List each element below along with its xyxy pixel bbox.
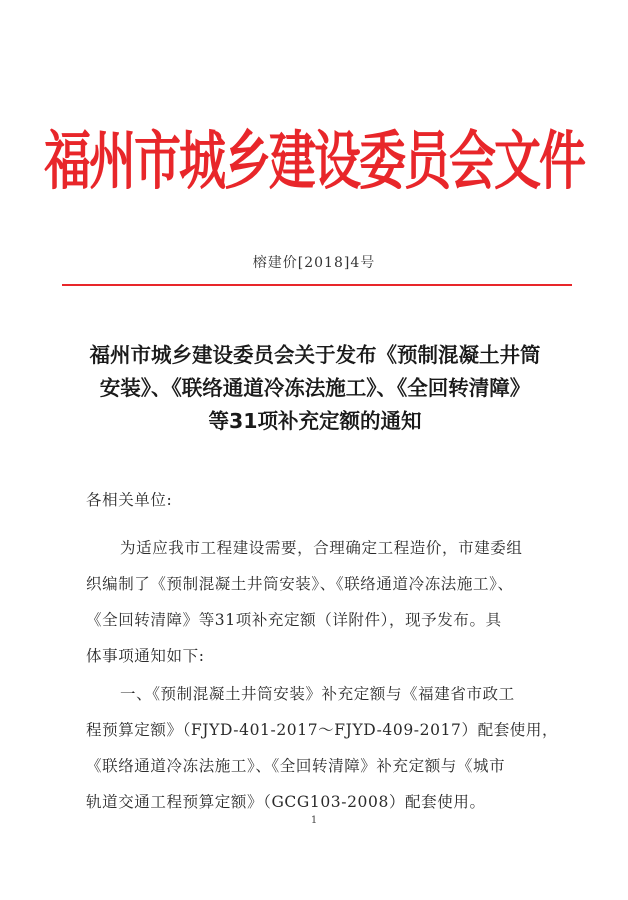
page-number: 1 — [310, 815, 318, 826]
body-paragraph-item-1 — [86, 676, 586, 820]
paragraph-line: 为适应我市工程建设需要，合理确定工程造价，市建委组 — [120, 539, 523, 557]
paragraph-line: 一、《预制混凝土井筒安装》补充定额与《福建省市政工 — [120, 685, 515, 703]
paragraph-line: 程预算定额》（FJYD-401-2017～FJYD-409-2017）配套使用， — [86, 721, 559, 739]
notice-title-line: 安装》、《联络通道冷冻法施工》、《全回转清障》 — [99, 376, 531, 400]
paragraph-line: 轨道交通工程预算定额》（GCG103-2008）配套使用。 — [86, 793, 486, 811]
document-masthead: 福州市城乡建设委员会文件 — [44, 124, 584, 199]
paragraph-line: 《全回转清障》等31项补充定额（详附件），现予发布。具 — [86, 611, 502, 629]
paragraph-line: 织编制了《预制混凝土井筒安装》、《联络通道冷冻法施工》、 — [86, 575, 514, 593]
red-divider-line — [62, 284, 572, 286]
notice-title-line: 福州市城乡建设委员会关于发布《预制混凝土井筒 — [89, 343, 541, 367]
paragraph-line: 体事项通知如下: — [86, 647, 205, 665]
body-paragraph-intro — [86, 530, 586, 674]
document-number: 榕建价[2018]4号 — [252, 255, 376, 271]
salutation: 各相关单位: — [86, 491, 173, 509]
notice-title — [60, 339, 570, 438]
paragraph-line: 《联络通道冷冻法施工》、《全回转清障》补充定额与《城市 — [86, 757, 506, 775]
notice-title-line: 等31项补充定额的通知 — [208, 409, 422, 433]
